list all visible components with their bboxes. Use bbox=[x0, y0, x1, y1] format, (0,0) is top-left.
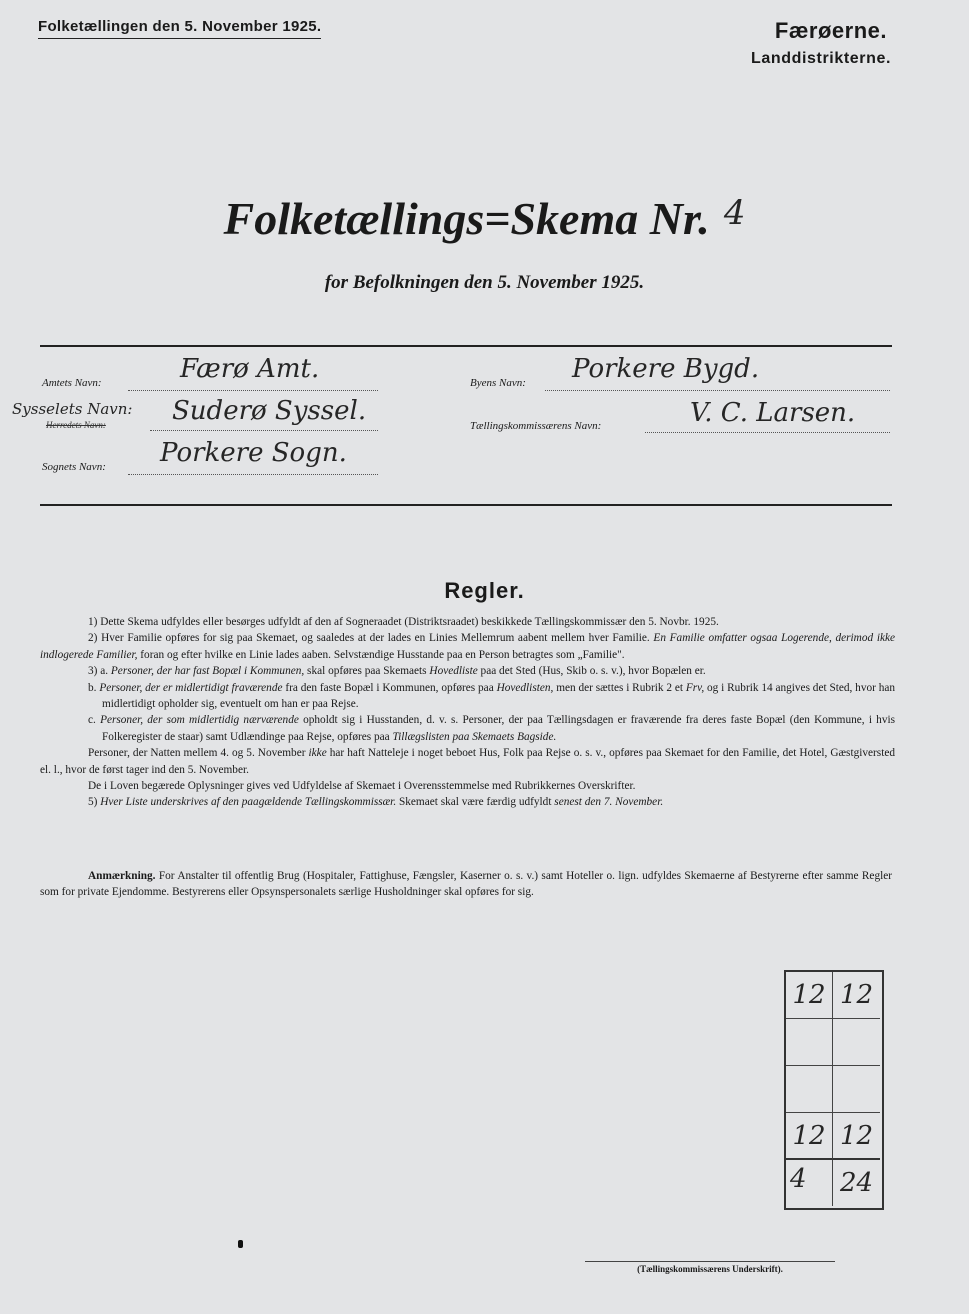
rule-3b-text-3: Hovedlisten, bbox=[496, 681, 554, 694]
fields-bottom-rule bbox=[40, 504, 892, 506]
rule-3b-text-2: fra den faste Bopæl i Kommunen, opføres paa bbox=[285, 681, 494, 694]
signature-label: (Tællingskommissærens Underskrift). bbox=[637, 1264, 783, 1274]
tally-cell bbox=[786, 1066, 833, 1113]
rule-3b-text-6: og i Rubrik 14 angives det Sted, hvor han midlertidigt opholder sig, eventuelt om han er paa Rejse. bbox=[102, 681, 896, 711]
rule-5-text-1: Hver Liste underskrives af den paagældende Tællingskommissær. bbox=[100, 796, 397, 809]
rule-3b bbox=[40, 680, 895, 713]
header-census-date bbox=[38, 18, 321, 35]
byens-line bbox=[545, 390, 890, 391]
rule-2-text-b: En Familie omfatter ogsaa Logerende, derimod ikke indlogerede Familier, bbox=[40, 632, 895, 661]
rule-3c bbox=[40, 712, 895, 745]
amtets-label: Amtets Navn: bbox=[42, 377, 102, 389]
rule-5-text-3: senest den 7. November. bbox=[554, 796, 664, 809]
sognets-label: Sognets Navn: bbox=[42, 461, 106, 473]
remark-label: Anmærkning. bbox=[88, 870, 156, 882]
rule-3a-text-2: skal opføres paa Skemaets bbox=[307, 665, 427, 678]
rule-3a-text-4: paa det Sted (Hus, Skib o. s. v.), hvor Bopælen er. bbox=[480, 665, 706, 678]
sognets-value: Porkere Sogn. bbox=[160, 438, 347, 468]
tally-total-left: 4 bbox=[790, 1164, 807, 1194]
kommissaer-line bbox=[645, 432, 890, 433]
rule-3c-text-3: Tillægslisten paa Skemaets Bagside. bbox=[392, 730, 557, 743]
tally-cell bbox=[833, 1066, 880, 1113]
rule-3a-text-1: Personer, der har fast Bopæl i Kommunen, bbox=[110, 665, 305, 678]
ink-mark bbox=[238, 1240, 243, 1248]
syssel-value: Suderø Syssel. bbox=[172, 396, 367, 426]
rule-3d-text-2: ikke bbox=[308, 747, 327, 760]
rule-5 bbox=[40, 794, 895, 810]
tally-cell: 24 bbox=[839, 1168, 874, 1198]
rule-3b-num: b. bbox=[88, 681, 97, 694]
syssel-handwritten-label: Sysselets Navn: bbox=[12, 400, 133, 418]
rule-5-num: 5) bbox=[88, 796, 98, 809]
rule-3d-text-1: Personer, der Natten mellem 4. og 5. November bbox=[88, 747, 306, 760]
rule-3a bbox=[40, 663, 895, 679]
rule-3d-text-3: har haft Natteleje i noget beboet Hus, Folk paa Rejse o. s. v., opføres paa Skemaet for den Familie, det Hotel, Gæstgiversted el. l., hvor de først tager ind den 5. November. bbox=[40, 747, 896, 776]
tally-cell bbox=[786, 1019, 833, 1066]
rule-4: De i Loven begærede Oplysninger gives ved Udfyldelse af Skemaet i Overensstemmelse med Rubrikkernes Overskrifter. bbox=[88, 780, 636, 793]
rule-3a-num: 3) a. bbox=[88, 665, 109, 678]
header-left-text: Folketællingen den 5. November 1925. bbox=[38, 18, 322, 35]
rule-3b-text-4: men der sættes i Rubrik 2 et bbox=[556, 681, 684, 694]
kommissaer-value: V. C. Larsen. bbox=[690, 398, 856, 428]
form-subtitle: for Befolkningen den 5. November 1925. bbox=[324, 272, 645, 293]
rule-3a-text-3: Hovedliste bbox=[429, 665, 478, 678]
header-region: Færøerne. bbox=[774, 18, 887, 43]
form-title-text: Folketællings=Skema Nr. bbox=[223, 193, 710, 244]
tally-cell: 12 bbox=[786, 1113, 833, 1160]
herredets-label-struck: Herredets Navn: bbox=[46, 420, 106, 430]
rule-5-text-2: Skemaet skal være færdig udfyldt bbox=[398, 796, 552, 809]
tally-cell bbox=[833, 1019, 880, 1066]
amtets-value: Færø Amt. bbox=[180, 354, 320, 384]
remark-paragraph bbox=[40, 868, 892, 901]
top-rule bbox=[40, 345, 892, 347]
rule-3c-text-1: Personer, der som midlertidig nærværende bbox=[100, 714, 299, 727]
tally-cell: 12 bbox=[833, 1113, 880, 1160]
byens-label: Byens Navn: bbox=[470, 377, 526, 389]
rule-2 bbox=[40, 630, 895, 663]
remark-text: For Anstalter til offentlig Brug (Hospitaler, Fattighuse, Fængsler, Kaserner o. s. v.) samt Hoteller o. lign. udfyldes Skemaerne af Bestyrerne efter samme Regler som for private Ejendomme. Bestyrerens eller Opsynspersonalets særlige Husholdninger skal opføres for sig. bbox=[40, 870, 893, 899]
sognets-line bbox=[128, 474, 378, 475]
byens-value: Porkere Bygd. bbox=[572, 354, 760, 384]
kommissaer-label: Tællingskommissærens Navn: bbox=[470, 420, 602, 432]
rule-3c-text-2: opholdt sig i Husstanden, d. v. s. Personer, der paa Tællingsdagen er fraværende fra deres faste Bopæl (den Kommune, i hvis Folkeregister de staar) samt Udlændinge paa Rejse, opføres paa bbox=[102, 714, 896, 743]
rules-heading: Regler. bbox=[444, 578, 525, 603]
signature-line bbox=[585, 1261, 835, 1262]
rules-body bbox=[40, 614, 895, 811]
form-title bbox=[0, 192, 969, 245]
rule-3c-num: c. bbox=[88, 714, 96, 727]
rule-1: 1) Dette Skema udfyldes eller besørges udfyldt af den af Sogneraadet (Distriktsraadet) beskikkede Tællingskommissær den 5. Novbr. 1925. bbox=[88, 616, 719, 628]
rule-2-text-c: foran og efter hvilke en Linie lades aaben. Selvstændige Husstande paa en Person betragtes som „Familie". bbox=[140, 648, 625, 661]
tally-cell: 12 bbox=[833, 972, 880, 1019]
amtets-line bbox=[128, 390, 378, 391]
form-number: 4 bbox=[723, 193, 746, 233]
header-district: Landdistrikterne. bbox=[750, 50, 891, 67]
rule-3d bbox=[40, 745, 895, 778]
tally-cell: 12 bbox=[786, 972, 833, 1019]
rule-3b-text-1: Personer, der er midlertidigt fraværende bbox=[99, 681, 283, 694]
syssel-line bbox=[150, 430, 378, 431]
rule-3b-text-5: Frv, bbox=[685, 681, 705, 694]
header-underline bbox=[38, 38, 321, 39]
rule-2-text-a: 2) Hver Familie opføres for sig paa Skemaet, og saaledes at der lades en Linies Mellemrum aabent mellem hver Familie. bbox=[88, 632, 650, 645]
